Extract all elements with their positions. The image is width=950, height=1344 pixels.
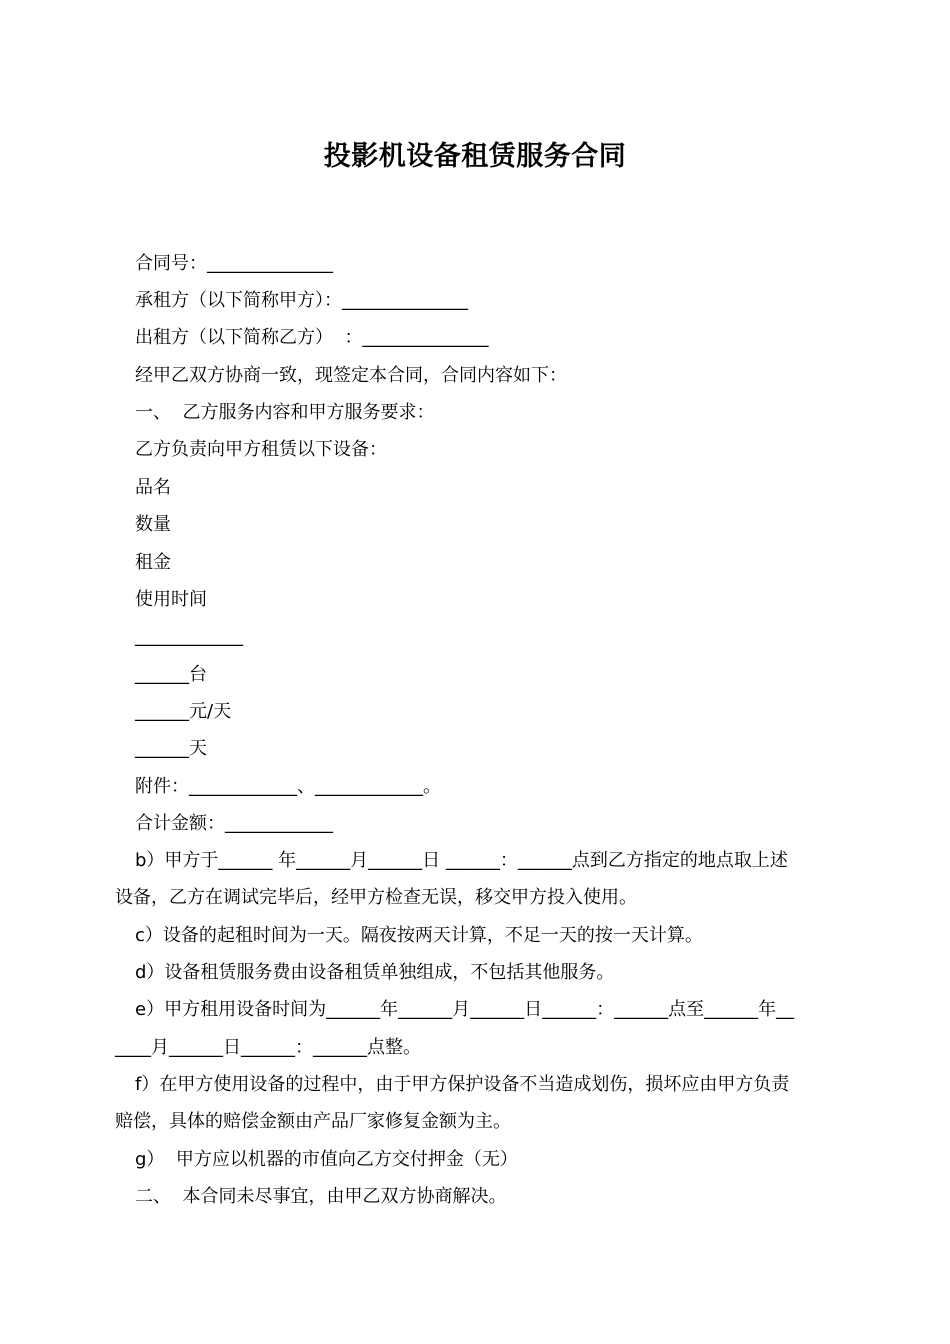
- quantity-label: 数量: [135, 514, 171, 535]
- document-title: 投影机设备租赁服务合同: [323, 141, 627, 172]
- clause-c: c）设备的起租时间为一天。隔夜按两天计算，不足一天的按一天计算。: [135, 925, 703, 946]
- clause-e: e）甲方租用设备时间为______年______月______日______：______点至______年__: [135, 999, 795, 1020]
- clause-f: f）在甲方使用设备的过程中，由于甲方保护设备不当造成划伤，损坏应由甲方负责: [135, 1074, 790, 1095]
- clause-f-continued: 赔偿，具体的赔偿金额由产品厂家修复金额为主。: [115, 1111, 511, 1132]
- rent-label: 租金: [135, 552, 171, 573]
- section-2-heading: 二、 本合同未尽事宜，由甲乙双方协商解决。: [135, 1186, 507, 1207]
- attachments-line: 附件：____________、____________。: [135, 776, 441, 797]
- agreement-intro: 经甲乙双方协商一致，现签定本合同，合同内容如下：: [135, 365, 567, 386]
- lessee-line: 承租方（以下简称甲方）：______________: [135, 290, 468, 311]
- clause-g: g） 甲方应以机器的市值向乙方交付押金（无）: [135, 1149, 518, 1170]
- clause-e-continued: ____月______日______：______点整。: [115, 1037, 421, 1058]
- lessor-line: 出租方（以下简称乙方） ：______________: [135, 327, 489, 348]
- clause-b: b）甲方于______ 年______月______日 ______：______点到乙方指定的地点取上述: [135, 850, 788, 871]
- usage-days-blank: ______天: [135, 738, 207, 759]
- clause-b-continued: 设备，乙方在调试完毕后，经甲方检查无误，移交甲方投入使用。: [115, 887, 637, 908]
- item-name-blank: ____________: [135, 626, 243, 647]
- quantity-blank: ______台: [135, 664, 207, 685]
- clause-d: d）设备租赁服务费由设备租赁单独组成，不包括其他服务。: [135, 962, 615, 983]
- total-amount-line: 合计金额：____________: [135, 813, 333, 834]
- section-1-heading: 一、 乙方服务内容和甲方服务要求：: [135, 402, 435, 423]
- equipment-intro: 乙方负责向甲方租赁以下设备：: [135, 439, 387, 460]
- contract-number-line: 合同号：______________: [135, 253, 333, 274]
- rent-blank: ______元/天: [135, 701, 232, 722]
- usage-time-label: 使用时间: [135, 589, 207, 610]
- item-name-label: 品名: [135, 477, 171, 498]
